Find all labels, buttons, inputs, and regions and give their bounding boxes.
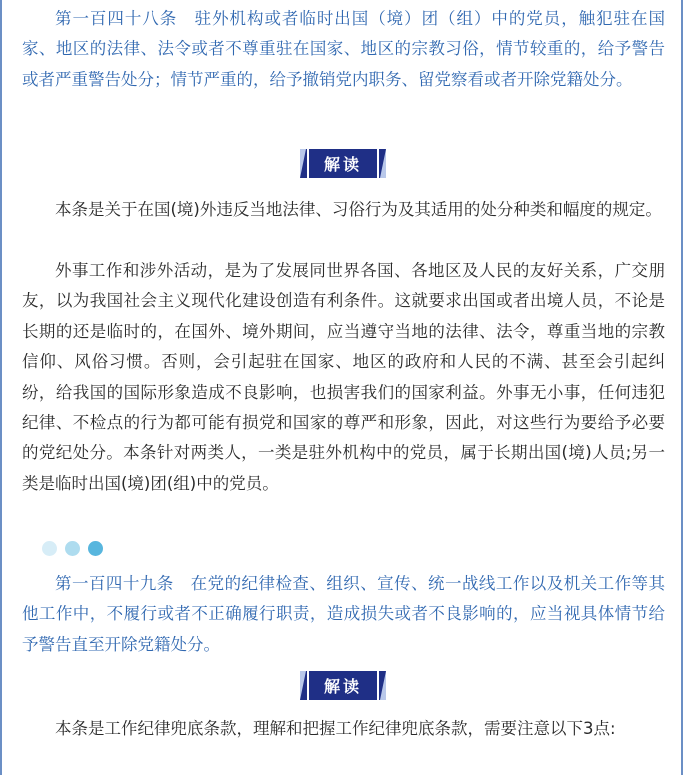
badge-edge-right (377, 671, 379, 700)
badge-edge-left (307, 149, 309, 178)
badge-label: 解读 (323, 677, 362, 696)
interpretation-149-paragraph-1: 本条是工作纪律兜底条款，理解和把握工作纪律兜底条款，需要注意以下3点: (55, 719, 616, 738)
divider-dot-medium (65, 541, 80, 556)
interpretation-badge (300, 149, 386, 178)
article-148-text: 第一百四十八条 驻外机构或者临时出国（境）团（组）中的党员，触犯驻在国家、地区的法律、法令或者不尊重驻在国家、地区的宗教习俗，情节较重的，给予警告或者严重警告处分；情节严重的，给予撤销党内职务、留党察看或者开除党籍处分。 (22, 9, 665, 89)
interpretation-148-paragraph-2: 外事工作和涉外活动，是为了发展同世界各国、各地区及人民的友好关系，广交朋友，以为我国社会主义现代化建设创造有利条件。这就要求出国或者出境人员，不论是长期的还是临时的，在国外、境外期间，应当遵守当地的法律、法令，尊重当地的宗教信仰、风俗习惯。否则，会引起驻在国家、地区的政府和人民的不满、甚至会引起纠纷，给我国的国际形象造成不良影响，也损害我们的国家利益。外事无小事，任何违犯纪律、不检点的行为都可能有损党和国家的尊严和形象，因此，对这些行为要给予必要的党纪处分。本条针对两类人，一类是驻外机构中的党员，属于长期出国(境)人员;另一类是临时出国(境)团(组)中的党员。 (22, 261, 665, 493)
badge-label: 解读 (323, 155, 362, 174)
article-149-text: 第一百四十九条 在党的纪律检查、组织、宣传、统一战线工作以及机关工作等其他工作中，不履行或者不正确履行职责，造成损失或者不良影响的，应当视具体情节给予警告直至开除党籍处分。 (22, 574, 665, 654)
badge-edge-left (307, 671, 309, 700)
interpretation-148-paragraph-1: 本条是关于在国(境)外违反当地法律、习俗行为及其适用的处分种类和幅度的规定。 (55, 200, 662, 219)
interpretation-badge (300, 671, 386, 700)
divider-dot-light (42, 541, 57, 556)
badge-edge-right (377, 149, 379, 178)
divider-dot-dark (88, 541, 103, 556)
